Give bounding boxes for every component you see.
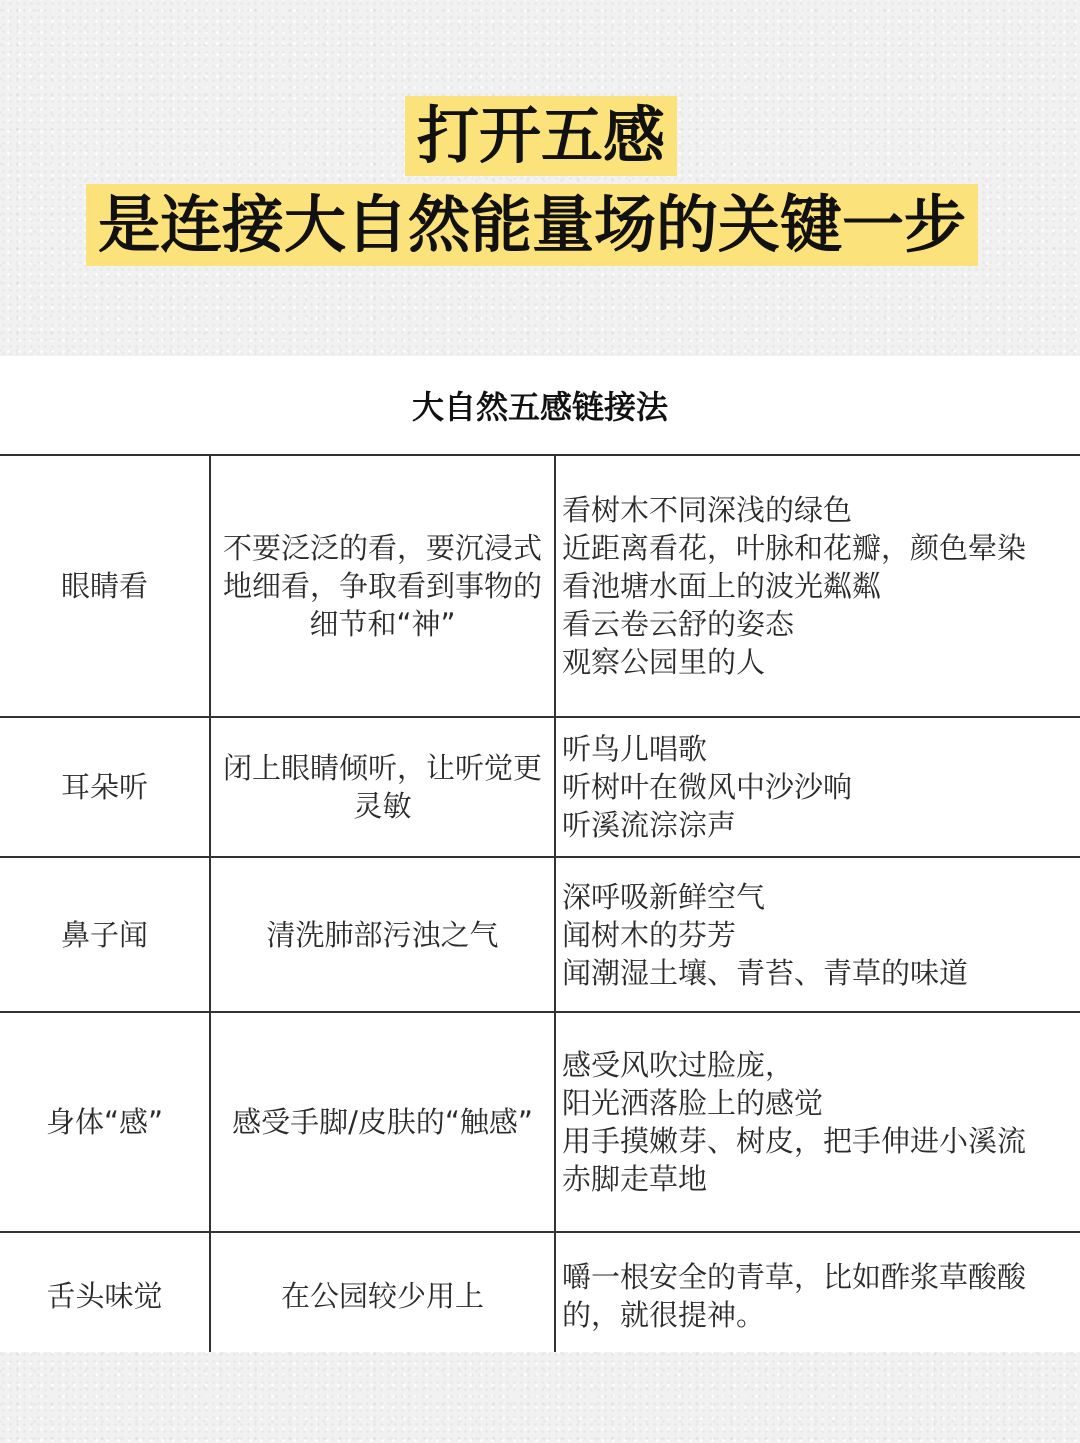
method-cell: 不要泛泛的看，要沉浸式地细看，争取看到事物的细节和“神” bbox=[211, 456, 556, 716]
example-line: 闻树木的芬芳 bbox=[562, 917, 737, 952]
example-line: 赤脚走草地 bbox=[562, 1162, 708, 1196]
example-line: 嚼一根安全的青草，比如酢浆草酸酸 bbox=[562, 1259, 1027, 1294]
examples-cell bbox=[556, 1013, 1080, 1231]
example-line: 闻潮湿土壤、青苔、青草的味道 bbox=[562, 955, 969, 990]
example-line: 观察公园里的人 bbox=[562, 645, 766, 679]
example-line: 感受风吹过脸庞， bbox=[562, 1048, 795, 1082]
method-cell: 感受手脚/皮肤的“触感” bbox=[211, 1013, 556, 1231]
headline-line-1: 打开五感 bbox=[405, 96, 677, 176]
example-line: 用手摸嫩芽、树皮，把手伸进小溪流 bbox=[562, 1124, 1027, 1158]
example-line: 阳光洒落脸上的感觉 bbox=[562, 1086, 824, 1120]
table-sheet bbox=[0, 356, 1080, 1352]
method-cell: 清洗肺部污浊之气 bbox=[211, 858, 556, 1011]
example-line: 看池塘水面上的波光粼粼 bbox=[562, 569, 882, 603]
example-line: 听溪流淙淙声 bbox=[562, 808, 737, 842]
example-line: 深呼吸新鲜空气 bbox=[562, 879, 766, 914]
table-title: 大自然五感链接法 bbox=[411, 388, 668, 426]
paper-texture-footer bbox=[0, 1352, 1080, 1443]
table-row-eyes bbox=[0, 456, 1080, 718]
examples-cell bbox=[556, 456, 1080, 716]
example-line: 听树叶在微风中沙沙响 bbox=[562, 770, 853, 804]
examples-cell bbox=[556, 1233, 1080, 1352]
table-row-nose bbox=[0, 858, 1080, 1013]
table-row-ears bbox=[0, 718, 1080, 858]
sense-cell: 身体“感” bbox=[0, 1013, 211, 1231]
example-line: 看树木不同深浅的绿色 bbox=[562, 493, 853, 527]
sense-cell: 鼻子闻 bbox=[0, 858, 211, 1011]
example-line: 的，就很提神。 bbox=[562, 1297, 766, 1332]
example-line: 听鸟儿唱歌 bbox=[562, 732, 708, 766]
examples-cell bbox=[556, 858, 1080, 1011]
sense-cell: 眼睛看 bbox=[0, 456, 211, 716]
example-line: 近距离看花，叶脉和花瓣，颜色晕染 bbox=[562, 531, 1027, 565]
header-banner bbox=[0, 0, 1080, 356]
five-senses-table bbox=[0, 454, 1080, 1352]
example-line: 看云卷云舒的姿态 bbox=[562, 607, 795, 641]
headline-line-2: 是连接大自然能量场的关键一步 bbox=[86, 184, 978, 266]
sense-cell: 舌头味觉 bbox=[0, 1233, 211, 1352]
table-row-body bbox=[0, 1013, 1080, 1233]
sense-cell: 耳朵听 bbox=[0, 718, 211, 856]
table-row-tongue bbox=[0, 1233, 1080, 1352]
examples-cell bbox=[556, 718, 1080, 856]
method-cell: 在公园较少用上 bbox=[211, 1233, 556, 1352]
method-cell: 闭上眼睛倾听，让听觉更灵敏 bbox=[211, 718, 556, 856]
